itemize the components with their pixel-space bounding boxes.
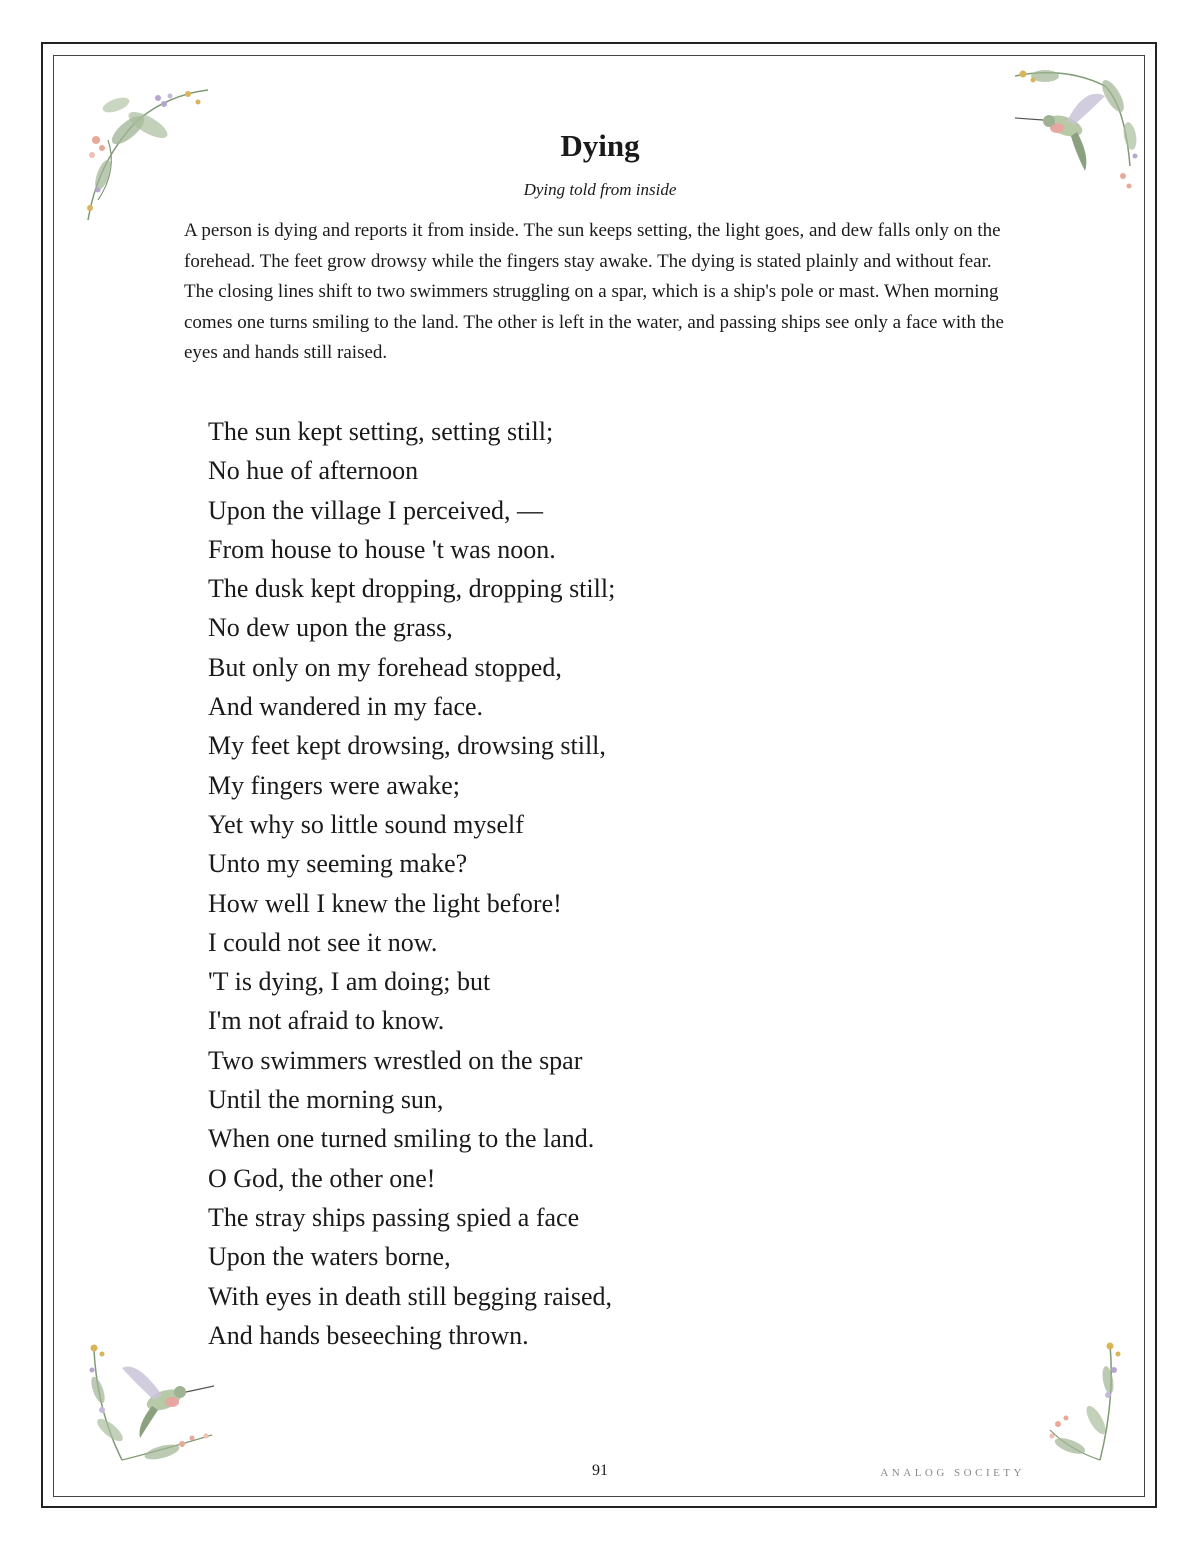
floral-corner-icon [1040,1330,1180,1480]
poem-line: How well I knew the light before! [208,888,562,918]
page-title: Dying [560,128,640,163]
poem-line: No hue of afternoon [208,456,419,486]
poem-line: I'm not afraid to know. [208,1006,445,1036]
poem-line: Upon the waters borne, [208,1242,451,1272]
poem-line: No dew upon the grass, [208,613,453,643]
hummingbird-floral-icon [82,1330,222,1480]
poem-summary: A person is dying and reports it from inside. The sun keeps setting, the light goes, and dew falls only on the forehead. The feet grow drowsy while the fingers stay awake. The dying is stated plainly and without fear. The closing lines shift to two swimmers struggling on a spar, which is a ship's pole or mast. When morning comes one turns smiling to the land. The other is left in the water, and passing ships see only a face with the eyes and hands still raised. [184,220,1004,363]
poem-line: Yet why so little sound myself [208,809,524,839]
poem-line: When one turned smiling to the land. [208,1124,595,1154]
poem-line: From house to house 't was noon. [208,534,556,564]
brand-footer: ANALOG SOCIETY [880,1467,1025,1479]
poem-line: Two swimmers wrestled on the spar [208,1045,583,1075]
poem-line: My fingers were awake; [208,770,460,800]
poem-line: With eyes in death still begging raised, [208,1281,613,1311]
poem-line: O God, the other one! [208,1163,436,1193]
poem-line: But only on my forehead stopped, [208,652,562,682]
poem-line: The stray ships passing spied a face [208,1202,580,1232]
poem-line: And hands beseeching thrown. [208,1320,529,1350]
poem-line: Until the morning sun, [208,1085,444,1115]
poem-line: Unto my seeming make? [208,849,468,879]
poem-line: And wandered in my face. [208,692,484,722]
poem-line: I could not see it now. [208,927,438,957]
poem-line: The dusk kept dropping, dropping still; [208,574,616,604]
poem-body [208,412,1008,1355]
poem-line: Upon the village I perceived, — [208,495,543,525]
page-subtitle: Dying told from inside [523,180,677,199]
poem-line: The sun kept setting, setting still; [208,417,554,446]
poem-line: 'T is dying, I am doing; but [208,967,491,997]
page-number: 91 [592,1462,608,1479]
poem-line: My feet kept drowsing, drowsing still, [208,731,606,761]
